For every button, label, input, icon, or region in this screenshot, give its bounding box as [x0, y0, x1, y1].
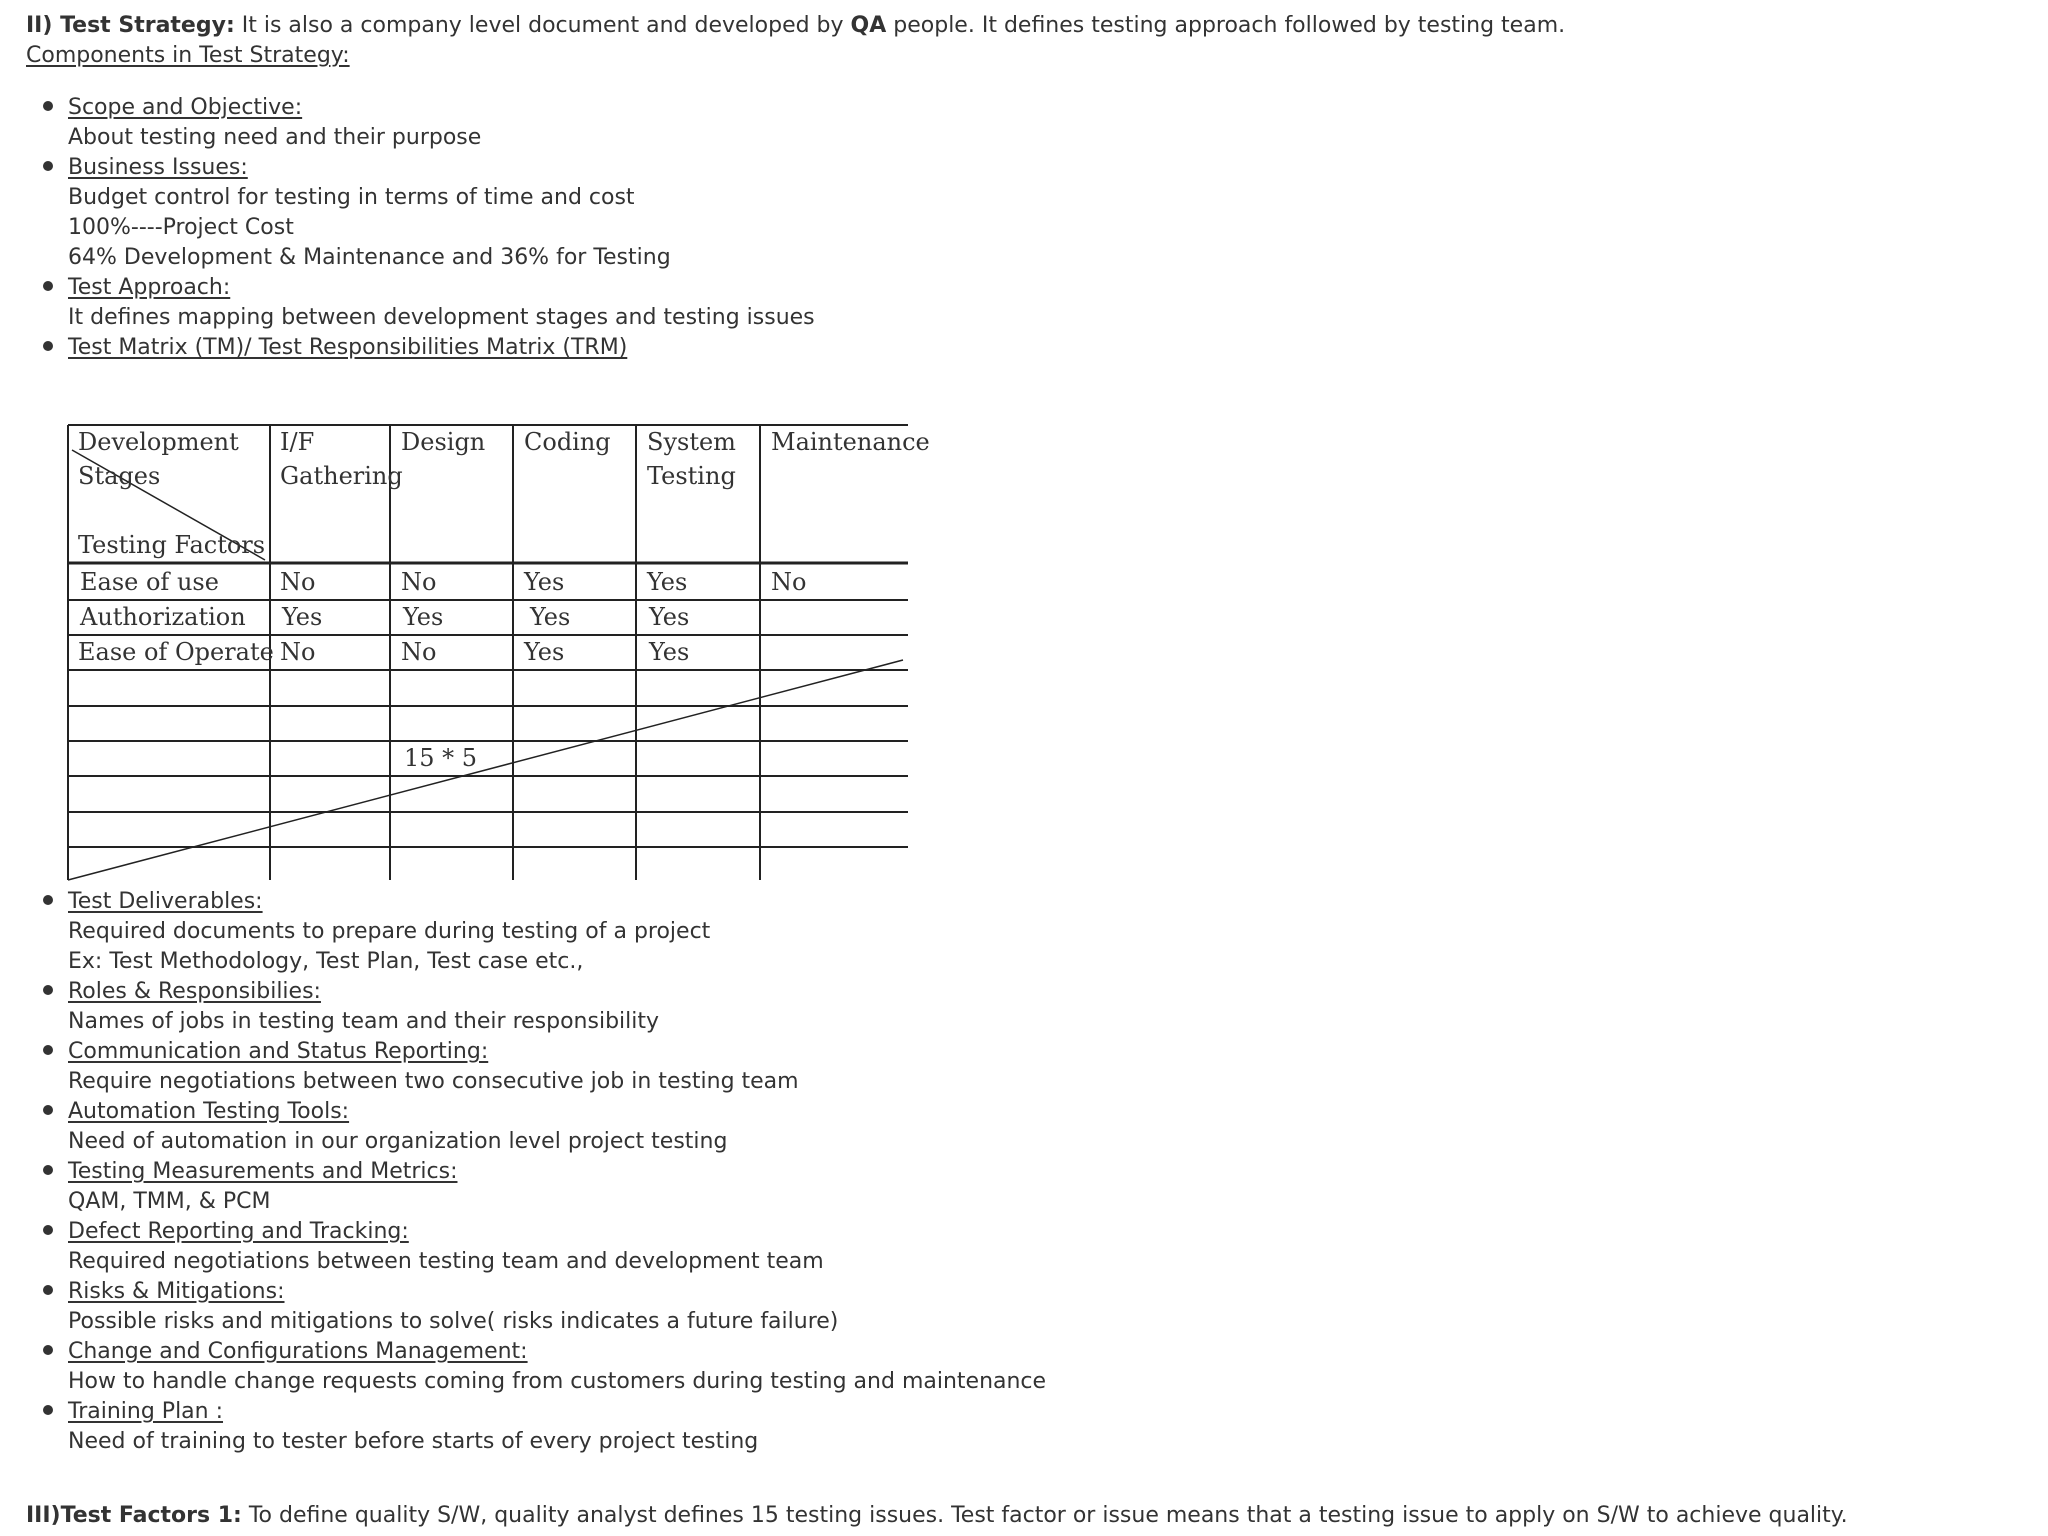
item-title: Training Plan : — [68, 1399, 224, 1424]
bullet-icon — [43, 1345, 53, 1355]
matrix-cell: Yes — [403, 603, 444, 631]
item-line: About testing need and their purpose — [68, 125, 482, 150]
matrix-annotation: 15 * 5 — [404, 744, 478, 772]
item-line: Require negotiations between two consecutive job in testing team — [68, 1069, 799, 1094]
matrix-cell: Yes — [282, 603, 323, 631]
item-title: Risks & Mitigations: — [68, 1279, 285, 1304]
section-label: III)Test Factors 1: — [26, 1503, 242, 1528]
matrix-cell: No — [280, 638, 316, 666]
matrix-cell: Yes — [530, 603, 571, 631]
section-label: II) Test Strategy: — [26, 13, 235, 38]
section-intro-b: people. It defines testing approach followed by testing team. — [886, 13, 1566, 38]
bullet-icon — [43, 985, 53, 995]
item-line: Names of jobs in testing team and their responsibility — [68, 1009, 660, 1034]
bullet-icon — [43, 895, 53, 905]
item-line: 64% Development & Maintenance and 36% for Testing — [68, 245, 671, 270]
column-header: Maintenance — [771, 428, 930, 456]
bullet-icon — [43, 1285, 53, 1295]
column-header: Testing — [647, 462, 736, 490]
matrix-cell: No — [401, 568, 437, 596]
matrix-cell: Yes — [524, 638, 565, 666]
item-line: 100%----Project Cost — [68, 215, 294, 240]
item-title: Automation Testing Tools: — [68, 1099, 350, 1124]
bullet-icon — [43, 1165, 53, 1175]
item-line: It defines mapping between development stages and testing issues — [68, 305, 815, 330]
column-header: I/F — [280, 428, 315, 456]
item-title: Roles & Responsibilies: — [68, 979, 321, 1004]
item-line: Need of training to tester before starts of every project testing — [68, 1429, 759, 1454]
item-title: Change and Configurations Management: — [68, 1339, 528, 1364]
column-header: System — [647, 428, 736, 456]
bullet-icon — [43, 1105, 53, 1115]
column-header: Coding — [524, 428, 611, 456]
item-line: Budget control for testing in terms of time and cost — [68, 185, 635, 210]
section-heading-test-factors — [26, 1502, 1848, 1530]
item-line: Required documents to prepare during testing of a project — [68, 919, 711, 944]
item-line: QAM, TMM, & PCM — [68, 1189, 271, 1214]
item-title: Test Approach: — [68, 275, 231, 300]
item-title: Testing Measurements and Metrics: — [68, 1159, 458, 1184]
matrix-cell: Yes — [647, 568, 688, 596]
item-line: Required negotiations between testing team and development team — [68, 1249, 824, 1274]
item-line: Ex: Test Methodology, Test Plan, Test case etc., — [68, 949, 584, 974]
corner-label-bottom: Testing Factors — [78, 531, 266, 559]
components-title: Components in Test Strategy: — [26, 43, 350, 68]
qa-term: QA — [850, 13, 887, 38]
item-title: Test Matrix (TM)/ Test Responsibilities Matrix (TRM) — [68, 335, 628, 360]
section-intro-a: It is also a company level document and developed by — [234, 13, 851, 38]
item-title: Scope and Objective: — [68, 95, 303, 120]
row-factor: Ease of Operate — [78, 638, 274, 666]
matrix-cell: Yes — [649, 638, 690, 666]
corner-label-top-2: Stages — [78, 462, 161, 490]
corner-label-top-1: Development — [78, 428, 239, 456]
bullet-icon — [43, 1045, 53, 1055]
row-factor: Ease of use — [80, 568, 219, 596]
section-intro: To define quality S/W, quality analyst defines 15 testing issues. Test factor or issue means that a testing issue to apply on S/W to achieve quality. — [241, 1503, 1848, 1528]
item-title: Communication and Status Reporting: — [68, 1039, 489, 1064]
matrix-cell: Yes — [649, 603, 690, 631]
item-line: Need of automation in our organization level project testing — [68, 1129, 728, 1154]
item-title: Defect Reporting and Tracking: — [68, 1219, 409, 1244]
matrix-cell: Yes — [524, 568, 565, 596]
item-title: Test Deliverables: — [68, 889, 263, 914]
item-line: How to handle change requests coming from customers during testing and maintenance — [68, 1369, 1047, 1394]
row-factor: Authorization — [80, 603, 246, 631]
item-line: Possible risks and mitigations to solve( risks indicates a future failure) — [68, 1309, 839, 1334]
item-title: Business Issues: — [68, 155, 248, 180]
column-header: Gathering — [280, 462, 403, 490]
column-header: Design — [401, 428, 486, 456]
bullet-icon — [43, 1225, 53, 1235]
bullet-icon — [43, 1405, 53, 1415]
matrix-cell: No — [771, 568, 807, 596]
matrix-cell: No — [401, 638, 437, 666]
matrix-cell: No — [280, 568, 316, 596]
